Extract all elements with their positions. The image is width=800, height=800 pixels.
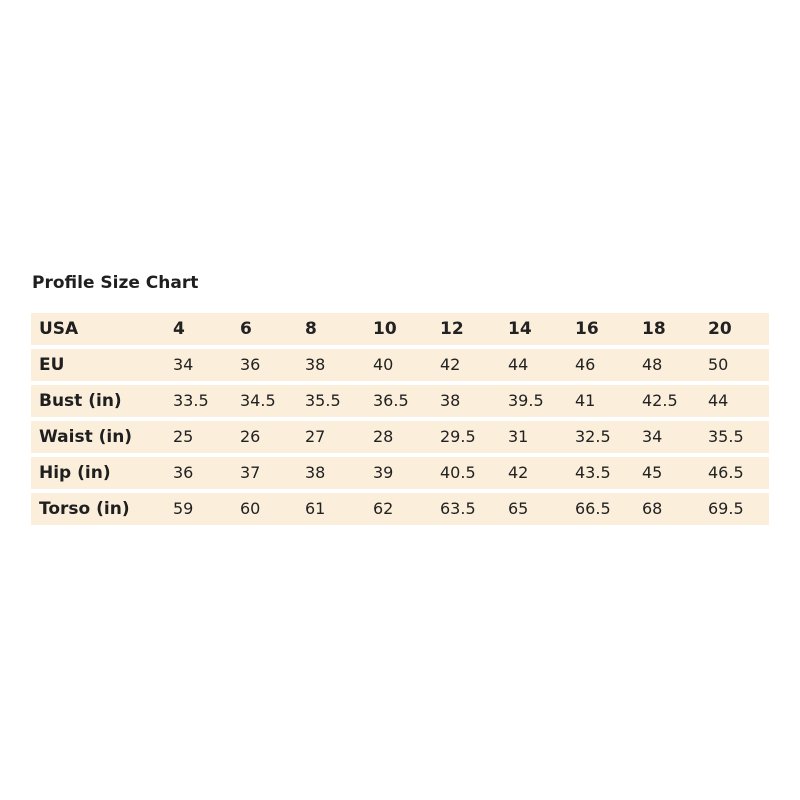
table-cell: 27 <box>305 427 326 446</box>
table-cell: 39.5 <box>508 391 544 410</box>
table-cell: 65 <box>508 499 529 518</box>
table-cell: 39 <box>373 463 394 482</box>
table-cell: 43.5 <box>575 463 611 482</box>
table-cell: 16 <box>575 319 599 339</box>
table-row-eu <box>31 349 769 381</box>
table-cell: 36 <box>173 463 194 482</box>
table-cell: 66.5 <box>575 499 611 518</box>
table-row-torso <box>31 493 769 525</box>
table-cell: 34.5 <box>240 391 276 410</box>
table-cell: 35.5 <box>708 427 744 446</box>
table-row-usa <box>31 313 769 345</box>
table-cell: 38 <box>440 391 461 410</box>
table-cell: 40 <box>373 355 394 374</box>
table-cell: 6 <box>240 319 252 339</box>
table-cell: 44 <box>708 391 729 410</box>
table-cell: 42.5 <box>642 391 678 410</box>
table-cell: 59 <box>173 499 194 518</box>
table-cell: 42 <box>508 463 529 482</box>
table-cell: 31 <box>508 427 529 446</box>
table-cell: 14 <box>508 319 532 339</box>
table-cell: 63.5 <box>440 499 476 518</box>
table-cell: 61 <box>305 499 326 518</box>
table-cell: 37 <box>240 463 261 482</box>
table-cell: 25 <box>173 427 194 446</box>
table-cell: 36 <box>240 355 261 374</box>
table-cell: 46.5 <box>708 463 744 482</box>
table-cell: 36.5 <box>373 391 409 410</box>
row-label: Torso (in) <box>39 499 130 519</box>
table-cell: 34 <box>642 427 663 446</box>
table-cell: 60 <box>240 499 261 518</box>
table-cell: 28 <box>373 427 394 446</box>
table-cell: 40.5 <box>440 463 476 482</box>
table-cell: 20 <box>708 319 732 339</box>
row-label: Bust (in) <box>39 391 122 411</box>
table-cell: 68 <box>642 499 663 518</box>
table-cell: 33.5 <box>173 391 209 410</box>
table-cell: 4 <box>173 319 185 339</box>
table-cell: 10 <box>373 319 397 339</box>
table-cell: 62 <box>373 499 394 518</box>
row-label: Hip (in) <box>39 463 111 483</box>
table-cell: 32.5 <box>575 427 611 446</box>
table-cell: 8 <box>305 319 317 339</box>
table-cell: 38 <box>305 355 326 374</box>
table-row-hip <box>31 457 769 489</box>
row-label: Waist (in) <box>39 427 133 447</box>
table-cell: 42 <box>440 355 461 374</box>
table-cell: 26 <box>240 427 261 446</box>
size-chart-table <box>31 313 769 525</box>
table-row-waist <box>31 421 769 453</box>
table-cell: 38 <box>305 463 326 482</box>
table-cell: 44 <box>508 355 529 374</box>
table-cell: 29.5 <box>440 427 476 446</box>
table-cell: 18 <box>642 319 666 339</box>
row-label: EU <box>39 355 65 375</box>
table-cell: 45 <box>642 463 663 482</box>
table-cell: 35.5 <box>305 391 341 410</box>
table-cell: 69.5 <box>708 499 744 518</box>
table-cell: 12 <box>440 319 464 339</box>
table-cell: 34 <box>173 355 194 374</box>
table-row-bust <box>31 385 769 417</box>
table-cell: 41 <box>575 391 596 410</box>
table-cell: 50 <box>708 355 729 374</box>
chart-title: Profile Size Chart <box>32 273 199 293</box>
table-cell: 48 <box>642 355 663 374</box>
row-label: USA <box>39 319 79 339</box>
table-cell: 46 <box>575 355 596 374</box>
